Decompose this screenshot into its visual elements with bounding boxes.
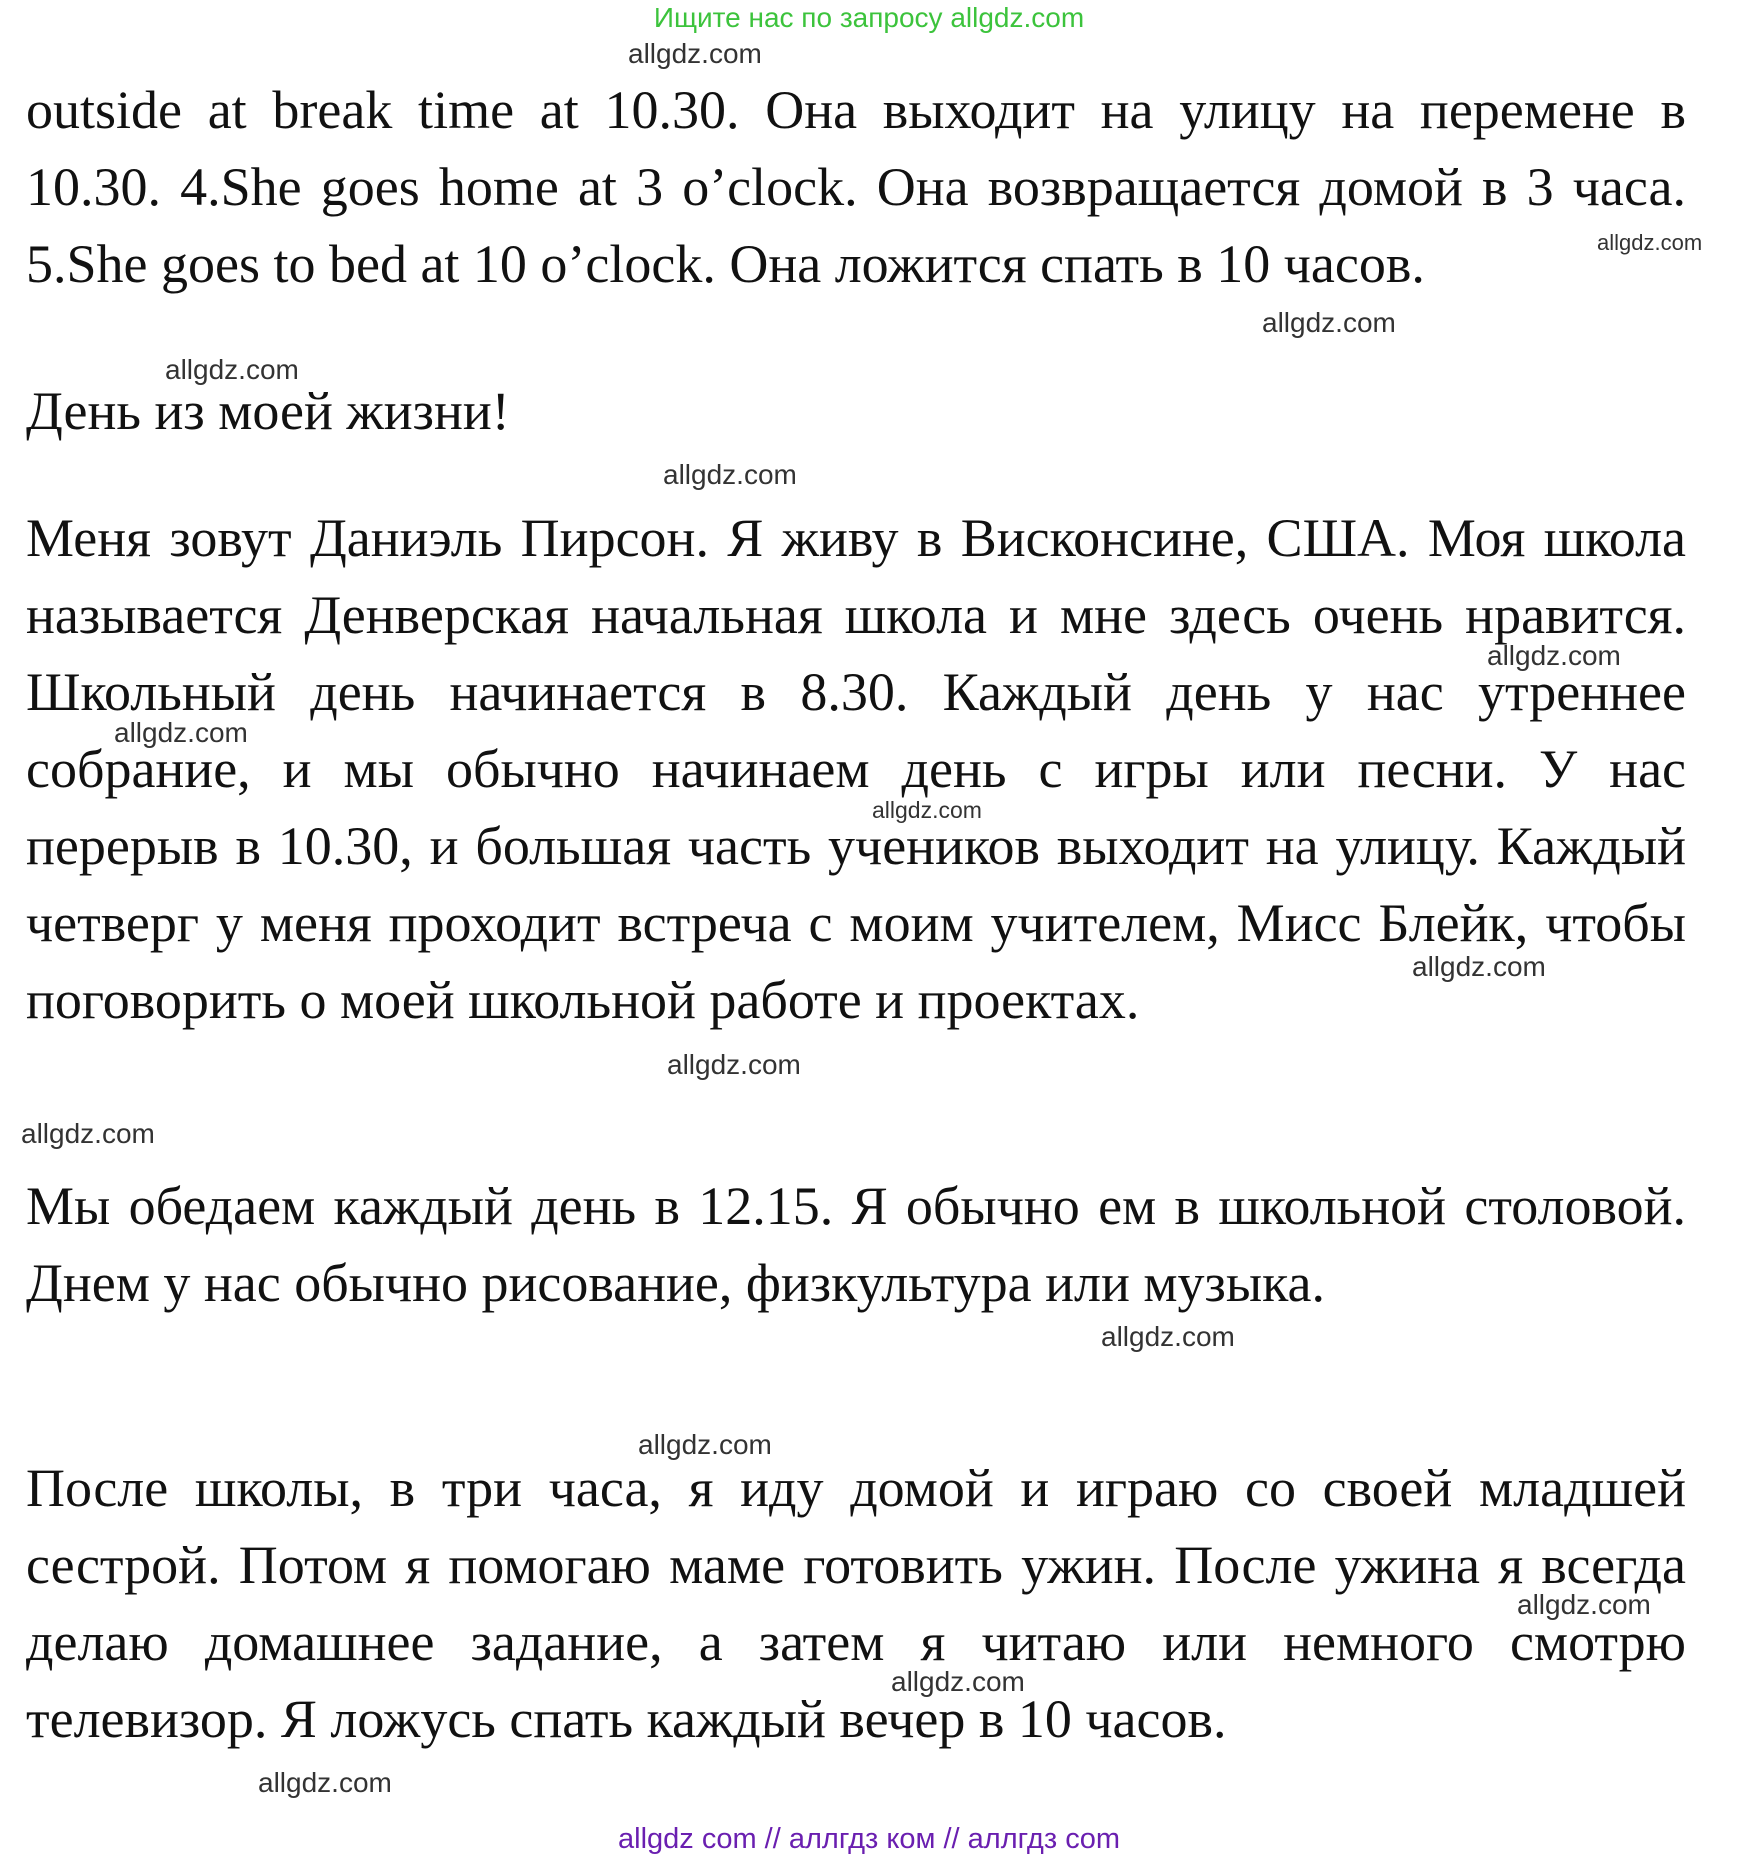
watermark: allgdz.com [667, 1049, 801, 1080]
watermark: allgdz.com [872, 797, 982, 823]
intro-paragraph: outside at break time at 10.30. Она выходит на улицу на перемене в 10.30. 4.She goes home at 3 o’clock. Она возвращается домой в 3 часа. 5.She goes to bed at 10 o’clock. Она ложится спать в 10 часов. [26, 80, 1686, 294]
footer-mirror-links[interactable]: allgdz com // аллгдз ком // аллгдз com [618, 1823, 1120, 1855]
watermark: allgdz.com [1517, 1589, 1651, 1620]
watermark: allgdz.com [258, 1767, 392, 1798]
watermark: allgdz.com [114, 717, 248, 748]
watermark: allgdz.com [1101, 1321, 1235, 1352]
search-hint-link[interactable]: Ищите нас по запросу allgdz.com [653, 2, 1085, 33]
paragraph-1: Меня зовут Даниэль Пирсон. Я живу в Висконсине, США. Моя школа называется Денверская начальная школа и мне здесь очень нравится. Школьный день начинается в 8.30. Каждый день у нас утреннее собрание, и мы обычно начинаем день с игры или песни. У нас перерыв в 10.30, и большая часть учеников выходит на улицу. Каждый четверг у меня проходит встреча с моим учителем, Мисс Блейк, чтобы поговорить о моей школьной работе и проектах. [26, 508, 1686, 1030]
watermark: allgdz.com [891, 1666, 1025, 1697]
watermark: allgdz.com [1262, 307, 1396, 338]
watermark: allgdz.com [1487, 640, 1621, 671]
watermark: allgdz.com [638, 1429, 772, 1460]
watermark: allgdz.com [165, 354, 299, 385]
watermark: allgdz.com [663, 459, 797, 490]
page-title: День из моей жизни! [26, 381, 510, 441]
watermark: allgdz.com [1597, 230, 1703, 255]
watermark: allgdz.com [1412, 951, 1546, 982]
watermark: allgdz.com [628, 38, 762, 69]
paragraph-2: Мы обедаем каждый день в 12.15. Я обычно ем в школьной столовой. Днем у нас обычно рисование, физкультура или музыка. [26, 1176, 1686, 1313]
paragraph-3: После школы, в три часа, я иду домой и играю со своей младшей сестрой. Потом я помогаю маме готовить ужин. После ужина я всегда делаю домашнее задание, а затем я читаю или немного смотрю телевизор. Я ложусь спать каждый вечер в 10 часов. [26, 1458, 1686, 1749]
watermark: allgdz.com [21, 1118, 155, 1149]
